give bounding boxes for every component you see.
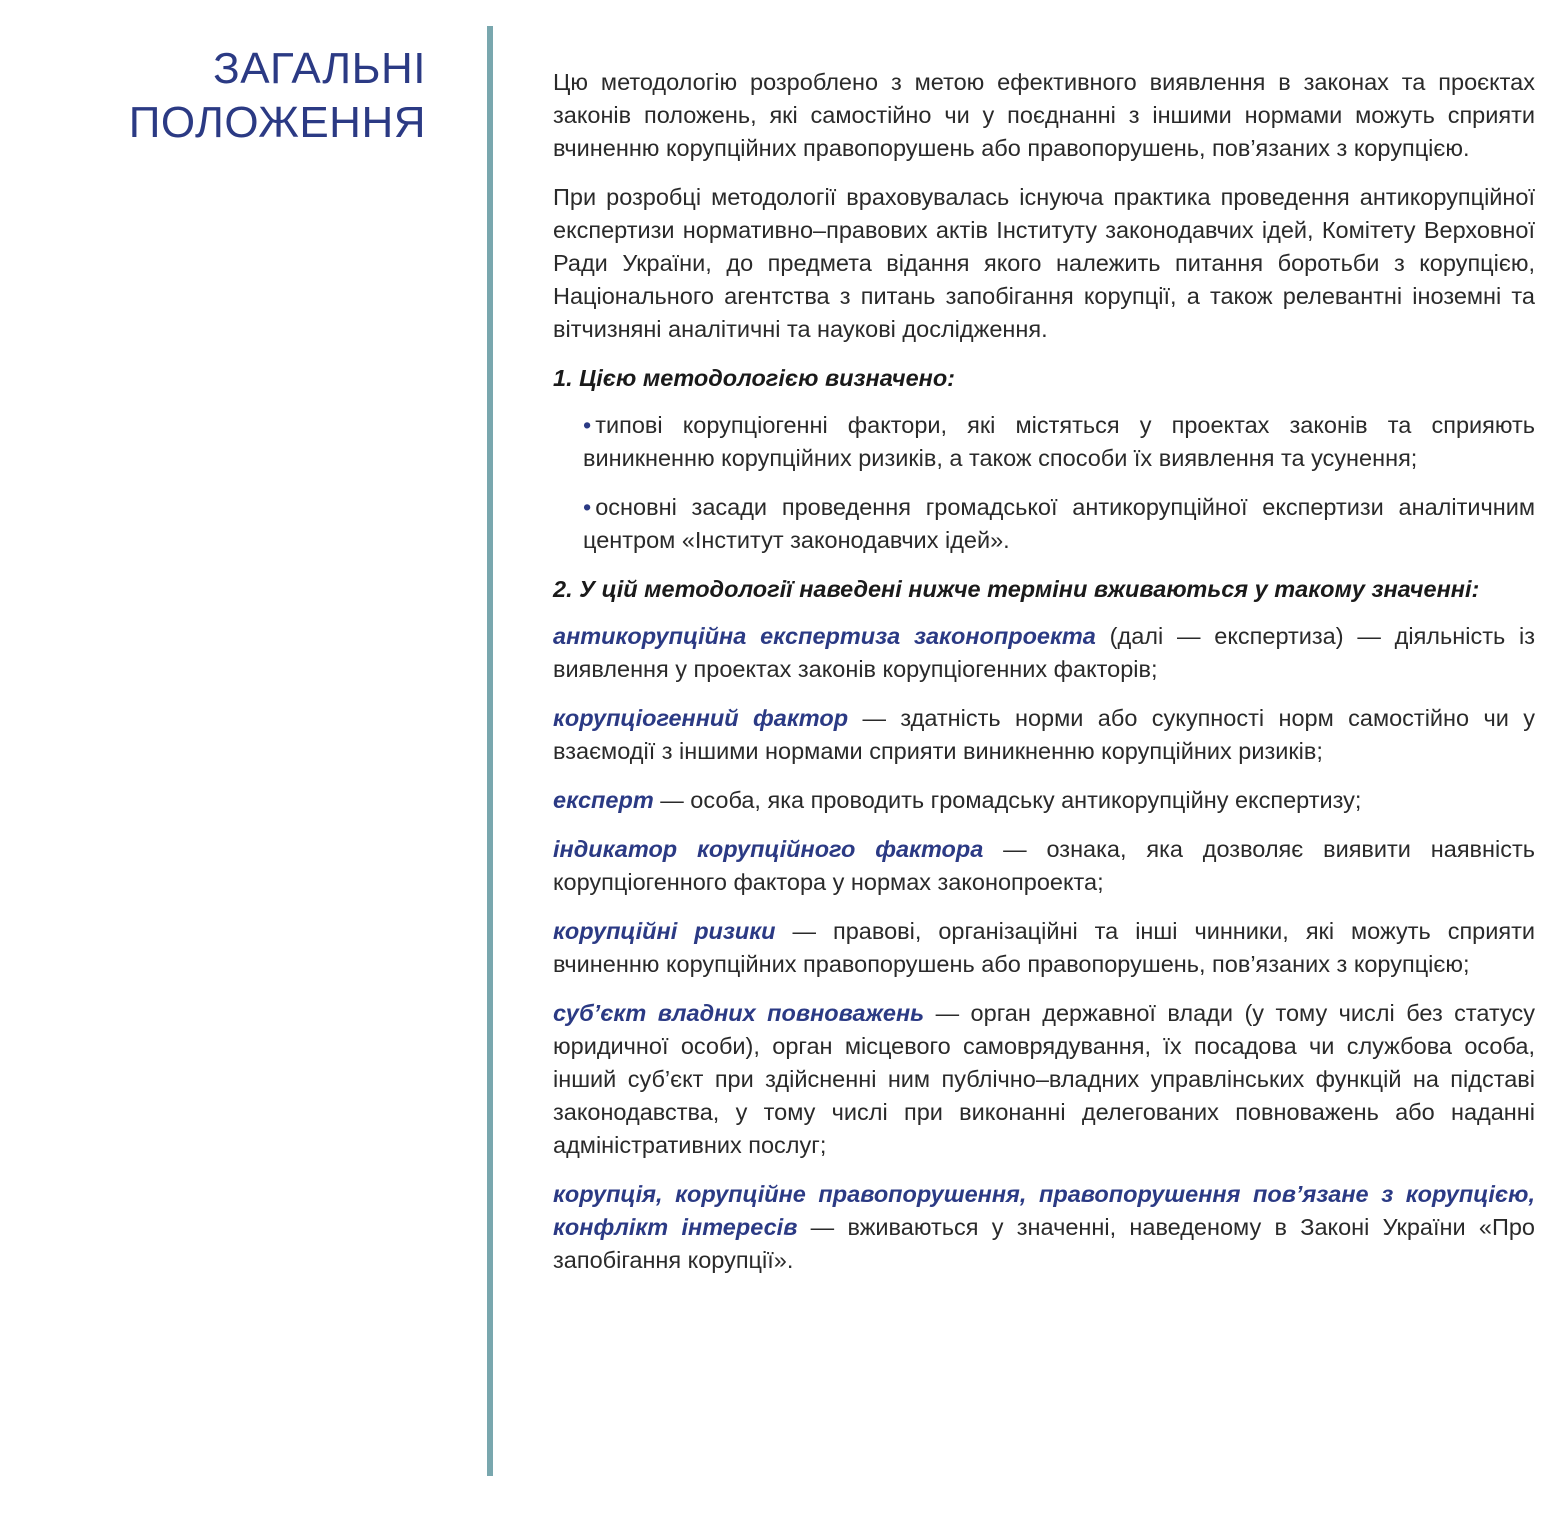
definition-text: — особа, яка проводить громадську антикорупційну експертизу; xyxy=(653,787,1362,813)
main-content xyxy=(553,66,1535,1293)
definition-term: експерт xyxy=(553,787,654,813)
definition-term: індикатор корупційного фактора xyxy=(553,836,984,862)
list-item-text: типові корупціогенні фактори, які містяться у проектах законів та сприяють виникненню корупційних ризиків, а також способи їх виявлення та усунення; xyxy=(583,412,1535,471)
definition xyxy=(553,784,1535,817)
list-item xyxy=(583,491,1535,557)
section-title-line-2: ПОЛОЖЕННЯ xyxy=(128,98,426,147)
definition-text: — здатність норми або сукупності норм самостійно чи у взаємодії з іншими нормами сприяти виникненню корупційних ризиків; xyxy=(553,705,1535,764)
definition-term: суб’єкт владних повноважень xyxy=(553,1000,925,1026)
vertical-divider xyxy=(487,26,493,1476)
section-1-heading: 1. Цією методологією визначено: xyxy=(553,365,956,391)
section-1-list xyxy=(553,409,1535,557)
definition xyxy=(553,997,1535,1162)
section-title xyxy=(26,42,426,150)
definition-term: антикорупційна експертиза законопроекта xyxy=(553,623,1096,649)
bullet-icon: • xyxy=(583,494,592,520)
definition xyxy=(553,702,1535,768)
intro-paragraph-2: При розробці методології враховувалась існуюча практика проведення антикорупційної експертизи нормативно–правових актів Інституту законодавчих ідей, Комітету Верховної Ради України, до предмета відання якого належить питання боротьби з корупцією, Національного агентства з питань запобігання корупції, а також релевантні іноземні та вітчизняні аналітичні та наукові дослідження. xyxy=(553,184,1535,342)
list-item-text: основні засади проведення громадської антикорупційної експертизи аналітичним центром «Інститут законодавчих ідей». xyxy=(583,494,1535,553)
definition xyxy=(553,833,1535,899)
bullet-icon: • xyxy=(583,412,592,438)
definition xyxy=(553,1178,1535,1277)
definition-text: — ознака, яка дозволяє виявити наявність корупціогенного фактора у нормах законопроекта; xyxy=(553,836,1535,895)
definition-term: корупція, корупційне правопорушення, правопорушення пов’язане з корупцією, конфлікт інтересів xyxy=(553,1181,1535,1240)
definition-text: — орган державної влади (у тому числі без статусу юридичної особи), орган місцевого самоврядування, їх посадова чи службова особа, інший суб’єкт при здійсненні ним публічно–владних управлінських функцій на підставі законодавства, у тому числі при виконанні делегованих повноважень або наданні адміністративних послуг; xyxy=(553,1000,1536,1158)
definition xyxy=(553,915,1535,981)
definition-term: корупційні ризики xyxy=(553,918,776,944)
definition-text: (далі — експертиза) — діяльність із виявлення у проектах законів корупціогенних факторів; xyxy=(553,623,1535,682)
intro-paragraph-1: Цю методологію розроблено з метою ефективного виявлення в законах та проєктах законів положень, які самостійно чи у поєднанні з іншими нормами можуть сприяти вчиненню корупційних правопорушень або правопорушень, пов’язаних з корупцією. xyxy=(553,69,1535,161)
section-title-line-1: ЗАГАЛЬНІ xyxy=(213,44,426,93)
section-2-heading: 2. У цій методології наведені нижче терміни вживаються у такому значенні: xyxy=(553,576,1480,602)
definition-term: корупціогенний фактор xyxy=(553,705,849,731)
list-item xyxy=(583,409,1535,475)
definition xyxy=(553,620,1535,686)
definition-text: — правові, організаційні та інші чинники, які можуть сприяти вчиненню корупційних правопорушень або правопорушень, пов’язаних з корупцією; xyxy=(553,918,1535,977)
definition-text: — вживаються у значенні, наведеному в Законі України «Про запобігання корупції». xyxy=(553,1214,1535,1273)
